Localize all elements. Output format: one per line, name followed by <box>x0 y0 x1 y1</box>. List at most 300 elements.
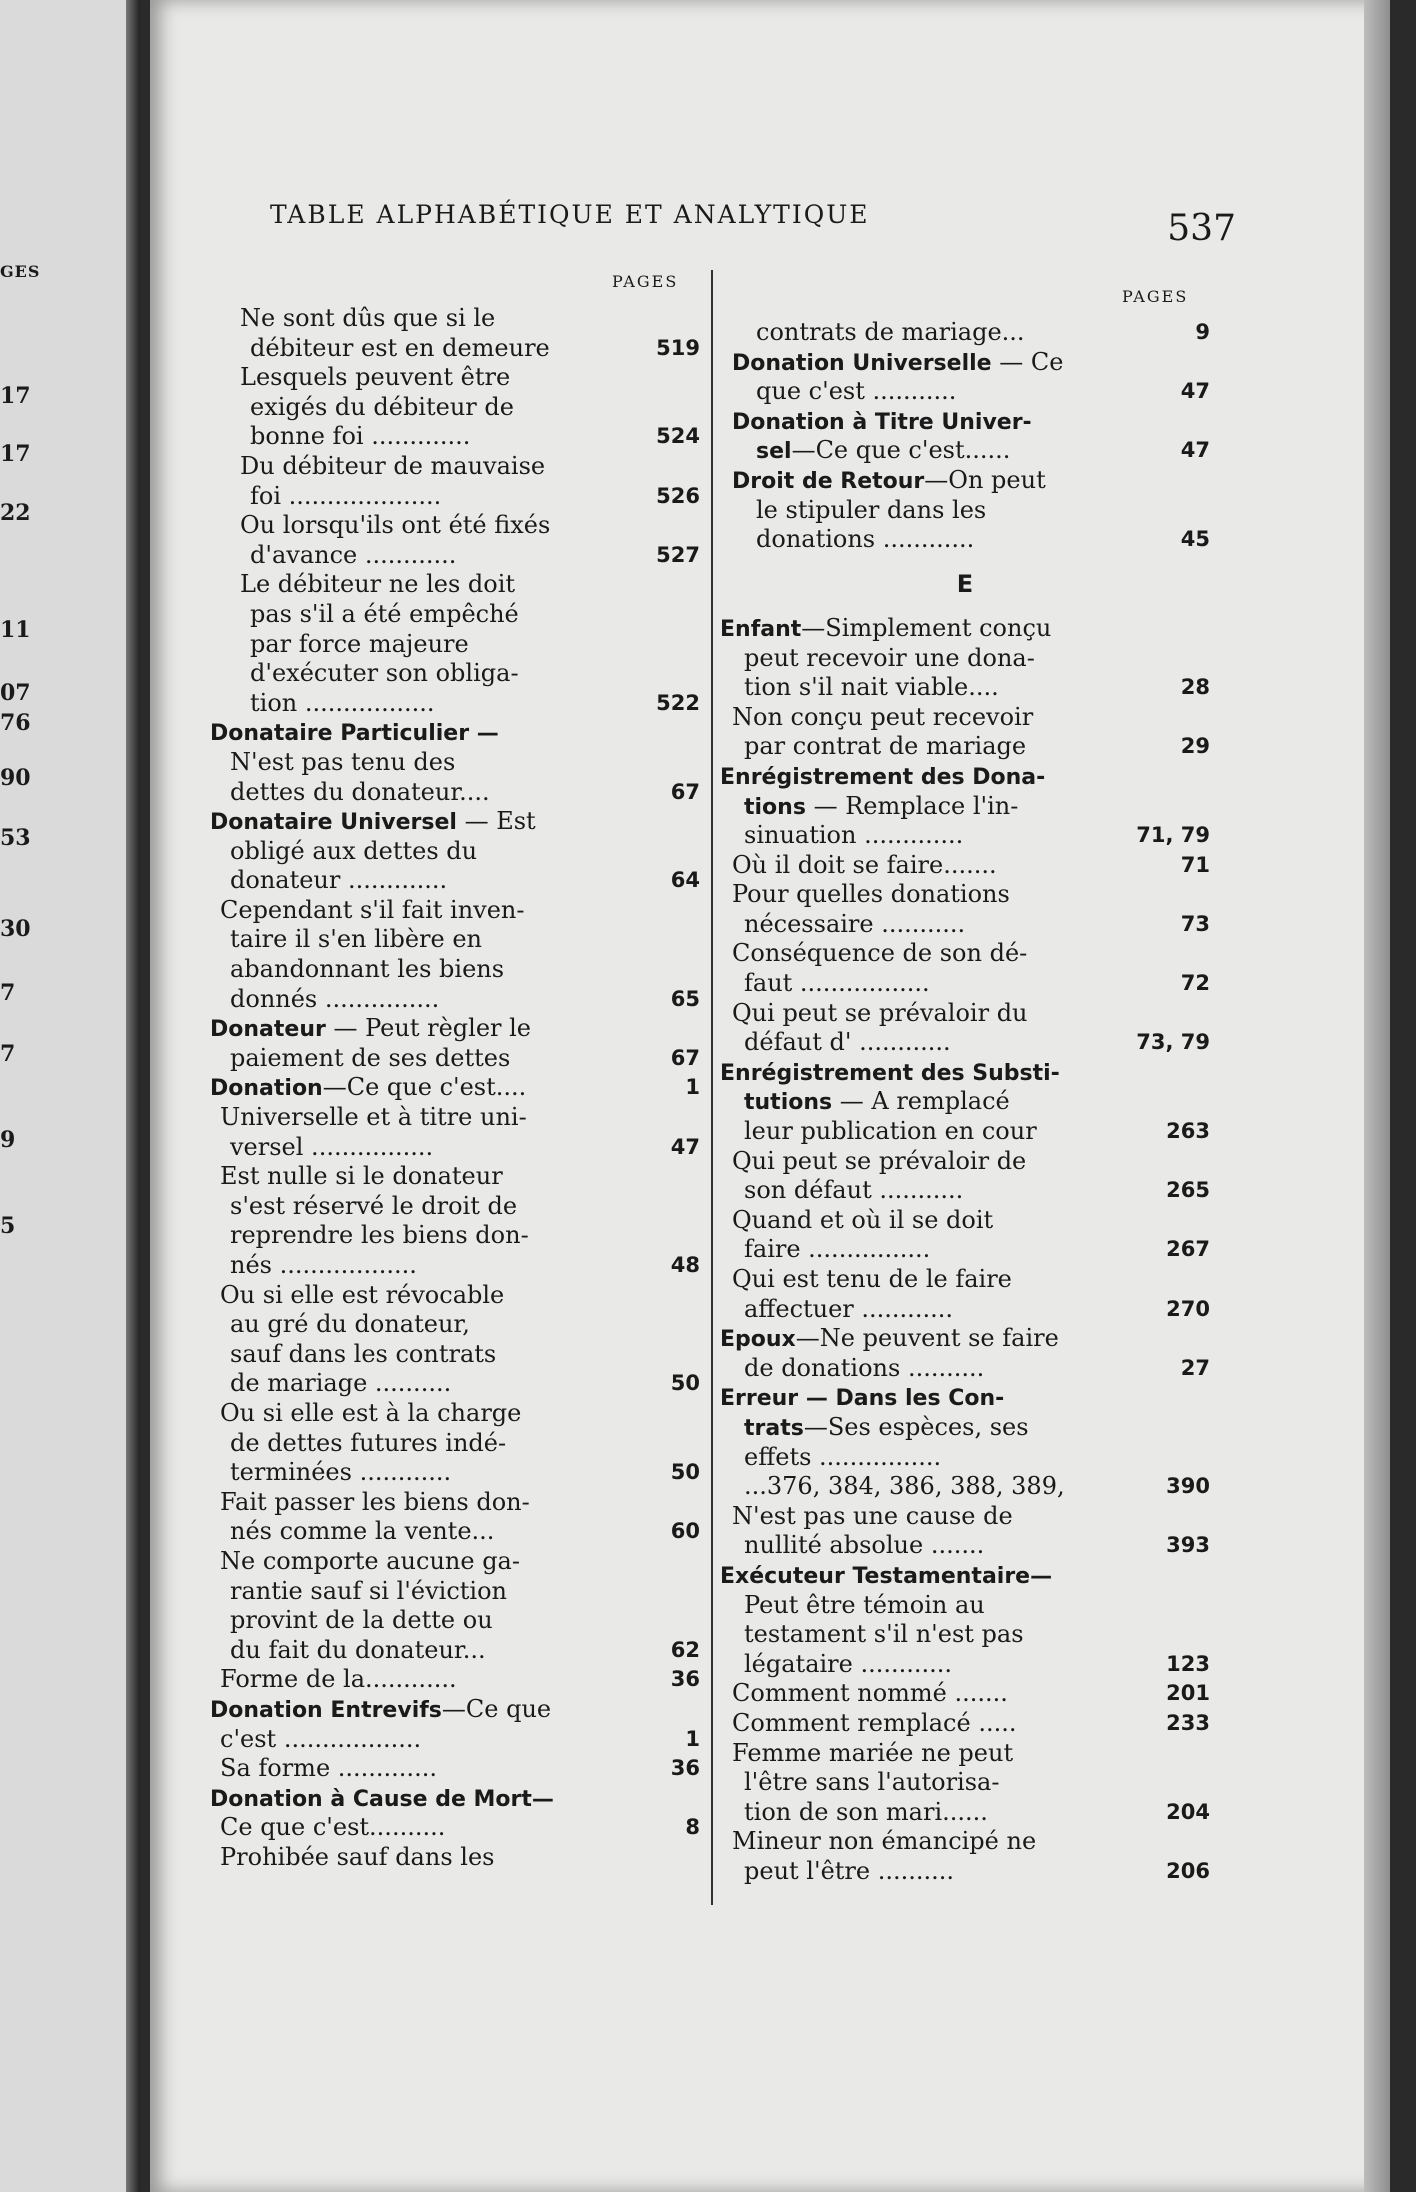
index-entry-line <box>210 689 700 719</box>
page-reference: 47 <box>1180 438 1210 463</box>
entry-text: Où il doit se faire....... <box>732 850 997 879</box>
index-entry-line <box>720 1709 1210 1739</box>
entry-text: sauf dans les contrats <box>230 1339 497 1368</box>
entry-text: —Ses espèces, ses <box>803 1412 1029 1441</box>
book-gutter-shadow <box>126 0 140 2192</box>
entry-text: pas s'il a été empêché <box>250 599 519 628</box>
page-reference: 36 <box>670 1667 700 1692</box>
index-entry-line <box>720 1265 1210 1295</box>
page-reference: 201 <box>1166 1681 1210 1706</box>
index-entry-line <box>720 851 1210 881</box>
headword: Droit de Retour <box>732 468 925 494</box>
headword: Donation à Titre Univer- <box>732 409 1032 435</box>
entry-text: Lesquels peuvent être <box>240 363 511 392</box>
index-entry-heading-line <box>720 466 1210 496</box>
page-reference: 28 <box>1180 675 1210 700</box>
page-reference: 263 <box>1166 1119 1210 1144</box>
entry-text: Pour quelles donations <box>732 880 1010 909</box>
left-pages-label: PAGES <box>612 272 679 291</box>
index-entry-line <box>210 1133 700 1163</box>
index-entry-line <box>210 541 700 571</box>
entry-text: de mariage .......... <box>230 1369 452 1398</box>
index-column-left <box>210 304 700 1872</box>
entry-text: — A remplacé <box>832 1087 1010 1116</box>
page-reference: 67 <box>670 779 700 804</box>
previous-page-number: 30 <box>0 916 31 942</box>
index-entry-line <box>210 1162 700 1192</box>
index-entry-line <box>720 1591 1210 1621</box>
page-reference: 123 <box>1166 1651 1210 1676</box>
index-entry-line <box>210 1725 700 1755</box>
page-reference: 390 <box>1166 1474 1210 1499</box>
index-entry-heading-line <box>720 348 1210 378</box>
index-entry-line <box>210 363 700 393</box>
entry-text <box>732 466 1046 497</box>
index-entry-line <box>210 778 700 808</box>
entry-text: exigés du débiteur de <box>250 392 514 421</box>
entry-text: Qui peut se prévaloir de <box>732 1146 1027 1175</box>
entry-text: Ce que c'est.......... <box>220 1813 446 1842</box>
previous-page-number: 11 <box>0 617 31 643</box>
page-reference: 267 <box>1166 1237 1210 1262</box>
entry-text: peut recevoir une dona- <box>744 643 1035 672</box>
entry-text: —Ne peuvent se faire <box>795 1324 1059 1353</box>
index-entry-line <box>720 525 1210 555</box>
page-reference: 1 <box>685 1726 700 1751</box>
index-entry-line <box>720 644 1210 674</box>
headword: Donation Entrevifs <box>210 1697 442 1723</box>
entry-text: Qui peut se prévaloir du <box>732 998 1028 1027</box>
entry-text: d'exécuter son obliga- <box>250 659 519 688</box>
entry-text: versel ................ <box>230 1132 434 1161</box>
index-entry-heading-line <box>720 762 1210 792</box>
page-reference: 47 <box>670 1134 700 1159</box>
entry-text: donations ............ <box>756 525 975 554</box>
index-entry-heading-line <box>720 1087 1210 1117</box>
entry-text <box>756 436 1010 467</box>
previous-page-number: 17 <box>0 383 31 409</box>
headword: sel <box>756 439 792 465</box>
index-entry-line <box>720 377 1210 407</box>
index-entry-line <box>720 1620 1210 1650</box>
entry-text: Cependant s'il fait inven- <box>220 895 525 924</box>
entry-text: bonne foi ............. <box>250 422 471 451</box>
entry-text: au gré du donateur, <box>230 1310 470 1339</box>
index-entry-heading-line <box>720 614 1210 644</box>
entry-text: dettes du donateur.... <box>230 777 490 806</box>
entry-text: débiteur est en demeure <box>250 333 550 362</box>
entry-text: —Ce que c'est.... <box>322 1073 527 1102</box>
entry-text: Ou lorsqu'ils ont été fixés <box>240 511 551 540</box>
entry-text: N'est pas une cause de <box>732 1501 1013 1530</box>
index-entry-heading-line <box>720 1561 1210 1591</box>
index-entry-line <box>720 999 1210 1029</box>
entry-text: Qui est tenu de le faire <box>732 1265 1012 1293</box>
index-entry-line <box>720 1502 1210 1532</box>
index-entry-line <box>720 1857 1210 1887</box>
entry-text: — Peut règler le <box>325 1014 532 1043</box>
index-entry-line <box>720 1176 1210 1206</box>
entry-text: — Est <box>456 807 536 836</box>
page-reference: 71, 79 <box>1136 823 1210 848</box>
index-entry-line <box>210 1399 700 1429</box>
index-entry-line <box>720 703 1210 733</box>
page-reference: 60 <box>670 1519 700 1544</box>
entry-text: leur publication en cour <box>744 1117 1037 1146</box>
entry-text: reprendre les biens don- <box>230 1221 529 1250</box>
index-entry-line <box>210 925 700 955</box>
running-header: TABLE ALPHABÉTIQUE ET ANALYTIQUE <box>270 200 870 229</box>
page-reference: 9 <box>1195 320 1210 344</box>
headword: Donataire Particulier — <box>210 721 499 747</box>
entry-text: affectuer ............ <box>744 1294 953 1323</box>
entry-text: foi .................... <box>250 481 442 510</box>
page-reference: 73 <box>1180 911 1210 936</box>
index-entry-line <box>210 748 700 778</box>
entry-text: Forme de la............ <box>220 1665 457 1694</box>
entry-text: nécessaire ........... <box>744 909 966 938</box>
headword: Erreur — Dans les Con- <box>720 1386 1005 1412</box>
entry-text: —Ce que <box>441 1694 552 1723</box>
index-entry-heading-line <box>720 792 1210 822</box>
index-entry-line <box>210 1636 700 1666</box>
entry-text: c'est .................. <box>220 1724 422 1753</box>
page-reference: 50 <box>670 1371 700 1396</box>
entry-text: légataire ............ <box>744 1649 953 1678</box>
entry-text: — Ce <box>991 347 1064 376</box>
index-entry-line <box>210 866 700 896</box>
entry-text: nullité absolue ....... <box>744 1531 985 1560</box>
headword: Epoux <box>720 1327 796 1353</box>
page-reference: 62 <box>670 1637 700 1662</box>
entry-text: Non conçu peut recevoir <box>732 702 1034 731</box>
page-reference: 206 <box>1166 1858 1210 1883</box>
entry-text <box>720 614 1051 645</box>
index-entry-line <box>210 334 700 364</box>
index-entry-line <box>720 910 1210 940</box>
index-entry-line <box>210 837 700 867</box>
index-entry-heading-line <box>210 807 700 837</box>
page-reference: 71 <box>1180 852 1210 877</box>
page-reference: 48 <box>670 1253 700 1277</box>
entry-text: de dettes futures indé- <box>230 1428 507 1457</box>
section-letter: E <box>956 569 974 598</box>
headword: trats <box>744 1415 804 1441</box>
entry-text: Sa forme ............. <box>220 1754 437 1783</box>
index-entry-line <box>210 570 700 600</box>
index-entry-line <box>210 1221 700 1251</box>
index-entry-line <box>210 393 700 423</box>
entry-text: tion de son mari...... <box>744 1797 988 1826</box>
page-reference: 233 <box>1166 1710 1210 1735</box>
index-entry-line <box>210 1192 700 1222</box>
entry-text: que c'est ........... <box>756 377 957 406</box>
previous-page-number: 22 <box>0 500 31 526</box>
entry-text: Universelle et à titre uni- <box>220 1103 527 1132</box>
index-entry-line <box>720 1827 1210 1857</box>
entry-text: donateur ............. <box>230 866 448 895</box>
page-reference: 524 <box>656 424 700 449</box>
headword: Donation à Cause de Mort— <box>210 1786 554 1812</box>
entry-text: Prohibée sauf dans les <box>220 1842 495 1871</box>
headword: Donation Universelle <box>732 350 992 376</box>
entry-text: nés comme la vente... <box>230 1517 495 1546</box>
index-entry-line <box>210 1488 700 1518</box>
entry-text: Ne sont dûs que si le <box>240 304 496 332</box>
index-entry-line <box>210 482 700 512</box>
entry-text: Comment remplacé ..... <box>732 1708 1017 1737</box>
page-edge <box>1364 0 1390 2192</box>
index-entry-line <box>720 1443 1210 1473</box>
entry-text: s'est réservé le droit de <box>230 1191 518 1220</box>
index-entry-line <box>720 880 1210 910</box>
headword: Exécuteur Testamentaire— <box>720 1563 1053 1589</box>
right-pages-label: PAGES <box>1122 287 1189 306</box>
index-entry-line <box>720 1472 1210 1502</box>
entry-text: par contrat de mariage <box>744 732 1027 761</box>
entry-text: Ne comporte aucune ga- <box>220 1546 520 1575</box>
index-entry-line <box>720 318 1210 348</box>
entry-text <box>744 1087 1010 1118</box>
index-entry-line <box>720 1768 1210 1798</box>
index-entry-line <box>210 1517 700 1547</box>
page-reference: 265 <box>1166 1178 1210 1203</box>
entry-text <box>210 807 536 838</box>
index-entry-line <box>210 600 700 630</box>
headword: tions <box>744 794 806 820</box>
entry-text <box>720 1058 1060 1089</box>
entry-text: Est nulle si le donateur <box>220 1162 503 1191</box>
previous-page-number: 17 <box>0 441 31 467</box>
index-entry-heading-line <box>720 1383 1210 1413</box>
index-entry-line <box>720 1354 1210 1384</box>
page-reference: 393 <box>1166 1533 1210 1558</box>
headword: Donataire Universel <box>210 810 457 836</box>
entry-text: Peut être témoin au <box>744 1590 985 1619</box>
index-entry-line <box>720 1206 1210 1236</box>
entry-text: Le débiteur ne les doit <box>240 570 516 599</box>
entry-text: — Remplace l'in- <box>805 791 1019 820</box>
index-entry-line <box>210 1310 700 1340</box>
entry-text <box>720 1561 1052 1592</box>
entry-text: terminées ............ <box>230 1458 452 1487</box>
entry-text: Conséquence de son dé- <box>732 939 1028 968</box>
entry-text: Ou si elle est révocable <box>220 1280 505 1309</box>
page-reference: 1 <box>685 1075 700 1100</box>
page-reference: 36 <box>670 1756 700 1781</box>
page-reference: 65 <box>670 986 700 1011</box>
index-entry-line <box>210 422 700 452</box>
index-entry-line <box>210 955 700 985</box>
index-entry-line <box>720 1117 1210 1147</box>
index-entry-line <box>720 673 1210 703</box>
page-reference: 47 <box>1180 379 1210 404</box>
index-entry-line <box>720 1798 1210 1828</box>
entry-text: Mineur non émancipé ne <box>732 1827 1037 1856</box>
previous-page-number: 07 <box>0 680 31 706</box>
headword: Donateur <box>210 1017 326 1043</box>
entry-text: nés .................. <box>230 1251 417 1279</box>
entry-text <box>720 1383 1004 1414</box>
entry-text: N'est pas tenu des <box>230 747 456 776</box>
entry-text: tion ................. <box>250 688 435 717</box>
entry-text: tion s'il nait viable.... <box>744 673 999 702</box>
entry-text: provint de la dette ou <box>230 1606 493 1635</box>
entry-text: donnés ............... <box>230 984 440 1013</box>
index-entry-line <box>210 1577 700 1607</box>
index-entry-heading-line <box>720 407 1210 437</box>
index-entry-line <box>720 1147 1210 1177</box>
index-entry-heading-line <box>720 436 1210 466</box>
index-entry-line <box>210 1458 700 1488</box>
index-entry-line <box>210 1813 700 1843</box>
entry-text: paiement de ses dettes <box>230 1043 511 1072</box>
page-reference: 64 <box>670 868 700 893</box>
index-entry-line <box>720 496 1210 526</box>
previous-page-number: 7 <box>0 980 16 1006</box>
index-entry-line <box>210 896 700 926</box>
index-entry-line <box>720 1028 1210 1058</box>
page-reference: 72 <box>1180 971 1210 996</box>
index-entry-line <box>210 1340 700 1370</box>
index-entry-line <box>720 1531 1210 1561</box>
index-entry-line <box>720 1295 1210 1325</box>
entry-text: rantie sauf si l'éviction <box>230 1576 507 1605</box>
page-reference: 73, 79 <box>1136 1030 1210 1055</box>
entry-text: sinuation ............. <box>744 821 964 850</box>
entry-text: son défaut ........... <box>744 1176 964 1205</box>
index-entry-line <box>210 1369 700 1399</box>
entry-text <box>744 1413 1029 1444</box>
index-entry-line <box>210 1754 700 1784</box>
page-reference: 67 <box>670 1045 700 1070</box>
index-entry-line <box>720 1739 1210 1769</box>
entry-text: Quand et où il se doit <box>732 1205 994 1234</box>
entry-text: obligé aux dettes du <box>230 836 478 865</box>
index-entry-line <box>210 1044 700 1074</box>
entry-text: Fait passer les biens don- <box>220 1487 530 1516</box>
index-entry-heading-line <box>210 718 700 748</box>
index-entry-line <box>210 1606 700 1636</box>
entry-text: testament s'il n'est pas <box>744 1620 1024 1649</box>
index-entry-line <box>210 659 700 689</box>
index-entry-line <box>210 1281 700 1311</box>
index-entry-heading-line <box>210 1014 700 1044</box>
entry-text: de donations .......... <box>744 1353 985 1382</box>
previous-page-number: 53 <box>0 825 31 851</box>
previous-page-number: 5 <box>0 1213 16 1239</box>
index-entry-heading-line <box>720 1058 1210 1088</box>
index-entry-heading-line <box>210 1695 700 1725</box>
entry-text <box>210 1073 526 1104</box>
page-reference: 527 <box>656 542 700 567</box>
index-entry-line <box>210 1547 700 1577</box>
page-reference: 8 <box>685 1815 700 1840</box>
entry-text: défaut d' ............ <box>744 1028 951 1057</box>
entry-text <box>732 348 1063 379</box>
headword: Donation <box>210 1076 323 1102</box>
page-reference: 522 <box>656 690 700 715</box>
page-reference: 27 <box>1180 1355 1210 1380</box>
entry-text <box>210 1784 554 1815</box>
index-entry-line <box>210 1665 700 1695</box>
entry-text <box>210 1014 531 1045</box>
previous-page-pages-label: GES <box>0 262 41 281</box>
page-reference: 29 <box>1180 734 1210 759</box>
previous-page-edge <box>0 0 140 2192</box>
entry-text: du fait du donateur... <box>230 1635 486 1664</box>
entry-text: Du débiteur de mauvaise <box>240 451 546 480</box>
previous-page-number: 90 <box>0 765 31 791</box>
index-entry-heading-line <box>210 1784 700 1814</box>
entry-text: peut l'être .......... <box>744 1856 955 1885</box>
headword: tutions <box>744 1090 833 1116</box>
entry-text: Ou si elle est à la charge <box>220 1398 522 1427</box>
page-reference: 270 <box>1166 1296 1210 1321</box>
entry-text: faut ................. <box>744 969 930 998</box>
entry-text: —On peut <box>924 465 1046 494</box>
index-entry-heading-line <box>720 1413 1210 1443</box>
entry-text <box>732 407 1032 438</box>
column-divider <box>711 270 713 1905</box>
headword: Enrégistrement des Substi- <box>720 1060 1060 1086</box>
page-reference: 519 <box>656 335 700 360</box>
index-entry-line <box>720 1679 1210 1709</box>
index-entry-line <box>210 304 700 334</box>
entry-text: Femme mariée ne peut <box>732 1738 1014 1767</box>
page-reference: 45 <box>1180 527 1210 552</box>
entry-text: par force majeure <box>250 629 469 658</box>
index-entry-line <box>210 1251 700 1281</box>
index-entry-heading-line <box>720 1324 1210 1354</box>
page-reference: 526 <box>656 483 700 508</box>
index-entry-line <box>210 511 700 541</box>
entry-text <box>720 1324 1059 1355</box>
index-entry-line <box>210 1429 700 1459</box>
entry-text <box>720 762 1045 793</box>
index-entry-line <box>720 939 1210 969</box>
index-entry-heading-line <box>210 1073 700 1103</box>
entry-text <box>210 1695 551 1726</box>
headword: Enrégistrement des Dona- <box>720 764 1046 790</box>
index-entry-line <box>720 821 1210 851</box>
entry-text: faire ................ <box>744 1235 931 1264</box>
index-entry-line <box>210 630 700 660</box>
previous-page-number: 7 <box>0 1041 16 1067</box>
entry-text: contrats de mariage... <box>756 318 1025 346</box>
page-number: 537 <box>1167 208 1236 249</box>
previous-page-number: 9 <box>0 1127 16 1153</box>
entry-text: —Ce que c'est...... <box>791 436 1011 465</box>
index-column-right <box>720 318 1210 1886</box>
entry-text: le stipuler dans les <box>756 495 987 524</box>
entry-text: Comment nommé ....... <box>732 1679 1008 1708</box>
headword: Enfant <box>720 616 802 642</box>
entry-text: —Simplement conçu <box>801 613 1052 642</box>
previous-page-number: 76 <box>0 710 31 736</box>
index-entry-line <box>210 985 700 1015</box>
index-entry-line <box>210 1843 700 1873</box>
index-entry-line <box>210 452 700 482</box>
index-entry-line <box>720 1650 1210 1680</box>
entry-text: effets ................ <box>744 1442 942 1471</box>
index-entry-line <box>720 969 1210 999</box>
page-reference: 50 <box>670 1460 700 1485</box>
entry-text: l'être sans l'autorisa- <box>744 1768 1000 1797</box>
entry-text: abandonnant les biens <box>230 955 505 984</box>
index-entry-line <box>720 1235 1210 1265</box>
entry-text <box>744 792 1018 823</box>
